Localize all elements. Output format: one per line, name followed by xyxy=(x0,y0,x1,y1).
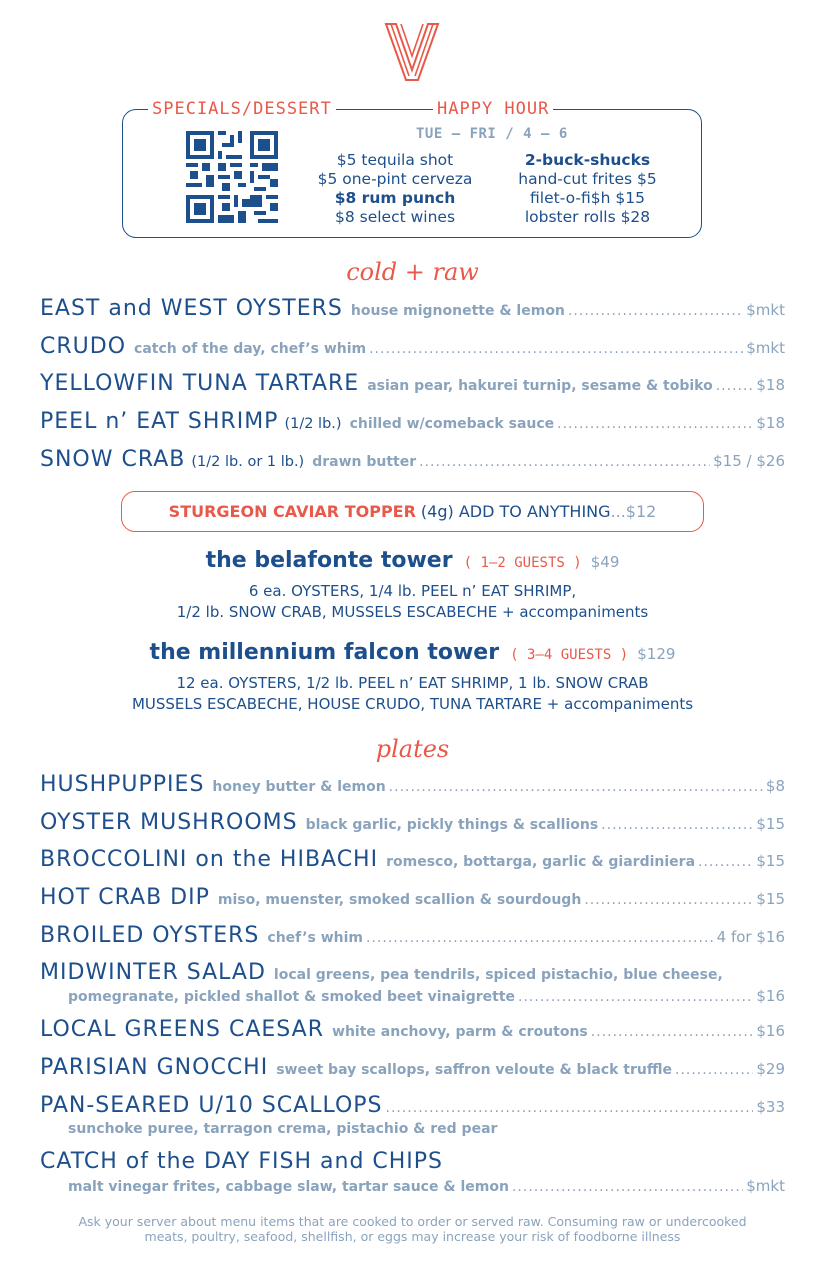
menu-row xyxy=(40,409,785,441)
tower-title-millennium-falcon xyxy=(0,640,825,665)
dot-leader xyxy=(591,1024,754,1040)
item-price: $15 / $26 xyxy=(713,452,785,470)
item-name: BROILED OYSTERS xyxy=(40,923,260,948)
menu-row xyxy=(40,1055,785,1087)
tower-title-belafonte xyxy=(0,548,825,573)
item-name: LOCAL GREENS CAESAR xyxy=(40,1017,325,1042)
item-price: $15 xyxy=(756,852,785,870)
section-title-plates: plates xyxy=(375,735,450,763)
item-price: $33 xyxy=(756,1098,785,1116)
tower-price: $49 xyxy=(590,553,620,571)
item-desc: miso, muenster, smoked scallion & sourdough xyxy=(217,892,582,908)
item-price: $15 xyxy=(756,890,785,908)
menu-row-continuation xyxy=(68,987,785,1005)
item-desc: honey butter & lemon xyxy=(212,779,386,795)
item-desc: asian pear, hakurei turnip, sesame & tobiko xyxy=(367,378,713,394)
item-name: BROCCOLINI on the HIBACHI xyxy=(40,847,379,872)
item-name: CATCH of the DAY FISH and CHIPS xyxy=(40,1149,444,1174)
dot-leader xyxy=(419,454,710,470)
menu-row-continuation xyxy=(68,1177,785,1195)
item-price: $16 xyxy=(756,1022,785,1040)
item-desc: catch of the day, chef’s whim xyxy=(134,341,367,357)
menu-row xyxy=(40,885,785,917)
tower-price: $129 xyxy=(637,645,676,663)
item-price: $16 xyxy=(756,987,785,1005)
menu-row xyxy=(40,371,785,403)
caviar-title: STURGEON CAVIAR TOPPER xyxy=(168,502,416,521)
qr-code[interactable] xyxy=(186,131,278,223)
tower-guests: ( 3–4 GUESTS ) xyxy=(510,647,629,663)
caviar-topper-box xyxy=(121,491,704,532)
menu-row xyxy=(40,1017,785,1049)
item-name: SNOW CRAB xyxy=(40,447,186,472)
tower-name: the millennium falcon tower xyxy=(149,640,500,665)
item-name: PEEL n’ EAT SHRIMP xyxy=(40,409,279,434)
dot-leader xyxy=(512,1179,743,1195)
caviar-price: ...$12 xyxy=(610,502,657,521)
item-name: HOT CRAB DIP xyxy=(40,885,210,910)
hh-item: lobster rolls $28 xyxy=(524,208,651,226)
item-name: CRUDO xyxy=(40,334,127,359)
section-title-cold-raw: cold + raw xyxy=(346,258,479,286)
dot-leader xyxy=(389,779,763,795)
item-desc: romesco, bottarga, garlic & giardiniera xyxy=(386,854,696,870)
dot-leader xyxy=(386,1100,754,1116)
menu-row-continuation xyxy=(68,1121,785,1137)
item-desc: black garlic, pickly things & scallions xyxy=(305,817,599,833)
item-desc: white anchovy, parm & croutons xyxy=(332,1024,588,1040)
item-desc: malt vinegar frites, cabbage slaw, tartar sauce & lemon xyxy=(68,1179,509,1195)
hh-item: $8 select wines xyxy=(334,208,456,226)
item-price: $29 xyxy=(756,1060,785,1078)
item-desc: house mignonette & lemon xyxy=(350,303,565,319)
v-logo xyxy=(384,22,440,82)
item-desc: sweet bay scallops, saffron veloute & black truffle xyxy=(276,1062,672,1078)
dot-leader xyxy=(716,378,754,394)
tower-desc-line: 12 ea. OYSTERS, 1/2 lb. PEEL n’ EAT SHRIMP, 1 lb. SNOW CRAB xyxy=(176,674,649,692)
menu-row xyxy=(40,810,785,842)
dot-leader xyxy=(568,303,743,319)
item-desc: sunchoke puree, tarragon crema, pistachio & red pear xyxy=(68,1121,498,1137)
item-price: $18 xyxy=(756,376,785,394)
happy-hour-drinks xyxy=(310,151,480,227)
specials-dessert-label: SPECIALS/DESSERT xyxy=(148,98,336,120)
item-name: YELLOWFIN TUNA TARTARE xyxy=(40,371,360,396)
happy-hour-food xyxy=(505,151,670,227)
footer-disclaimer-line: meats, poultry, seafood, shellfish, or eggs may increase your risk of foodborne illness xyxy=(144,1229,681,1244)
menu-row xyxy=(40,847,785,879)
tower-name: the belafonte tower xyxy=(205,548,453,573)
happy-hour-label: HAPPY HOUR xyxy=(433,98,553,120)
item-price: $8 xyxy=(765,777,785,795)
dot-leader xyxy=(584,892,753,908)
hh-item: 2-buck-shucks xyxy=(524,151,651,169)
item-name: PARISIAN GNOCCHI xyxy=(40,1055,269,1080)
item-price: 4 for $16 xyxy=(716,928,785,946)
item-price: $mkt xyxy=(746,339,785,357)
dot-leader xyxy=(366,930,714,946)
footer-disclaimer-line: Ask your server about menu items that are cooked to order or served raw. Consuming raw or undercooked xyxy=(78,1214,747,1229)
tower-guests: ( 1–2 GUESTS ) xyxy=(463,555,582,571)
item-desc: chilled w/comeback sauce xyxy=(349,416,555,432)
menu-row xyxy=(40,923,785,955)
hh-item: filet-o-fi$h $15 xyxy=(530,189,645,207)
dot-leader xyxy=(557,416,753,432)
item-name: HUSHPUPPIES xyxy=(40,772,205,797)
item-price: $15 xyxy=(756,815,785,833)
item-name: EAST and WEST OYSTERS xyxy=(40,296,343,321)
tower-desc-line: MUSSELS ESCABECHE, HOUSE CRUDO, TUNA TARTARE + accompaniments xyxy=(131,695,694,713)
caviar-text: (4g) ADD TO ANYTHING xyxy=(420,502,611,521)
item-size: (1/2 lb. or 1 lb.) xyxy=(191,454,305,470)
item-name: OYSTER MUSHROOMS xyxy=(40,810,298,835)
hh-item: hand-cut frites $5 xyxy=(518,170,657,188)
happy-hour-days: TUE — FRI / 4 — 6 xyxy=(416,126,568,142)
dot-leader xyxy=(698,854,753,870)
dot-leader xyxy=(518,989,753,1005)
item-size: (1/2 lb.) xyxy=(284,416,342,432)
menu-row xyxy=(40,447,785,479)
item-price: $18 xyxy=(756,414,785,432)
item-price: $mkt xyxy=(746,1177,785,1195)
item-desc: chef’s whim xyxy=(267,930,364,946)
tower-desc-line: 6 ea. OYSTERS, 1/4 lb. PEEL n’ EAT SHRIMP, xyxy=(248,582,577,600)
item-price: $mkt xyxy=(746,301,785,319)
dot-leader xyxy=(675,1062,753,1078)
hh-item: $5 one-pint cerveza xyxy=(317,170,473,188)
item-name: MIDWINTER SALAD xyxy=(40,960,266,985)
item-desc: pomegranate, pickled shallot & smoked beet vinaigrette xyxy=(68,989,516,1005)
hh-item: $5 tequila shot xyxy=(336,151,454,169)
item-name: PAN-SEARED U/10 SCALLOPS xyxy=(40,1093,383,1118)
tower-desc-line: 1/2 lb. SNOW CRAB, MUSSELS ESCABECHE + accompaniments xyxy=(176,603,649,621)
dot-leader xyxy=(369,341,743,357)
menu-row xyxy=(40,334,785,366)
menu-row xyxy=(40,772,785,804)
item-desc: drawn butter xyxy=(312,454,417,470)
dot-leader xyxy=(601,817,753,833)
menu-row xyxy=(40,296,785,328)
hh-item: $8 rum punch xyxy=(334,189,456,207)
item-desc: local greens, pea tendrils, spiced pistachio, blue cheese, xyxy=(273,967,723,983)
